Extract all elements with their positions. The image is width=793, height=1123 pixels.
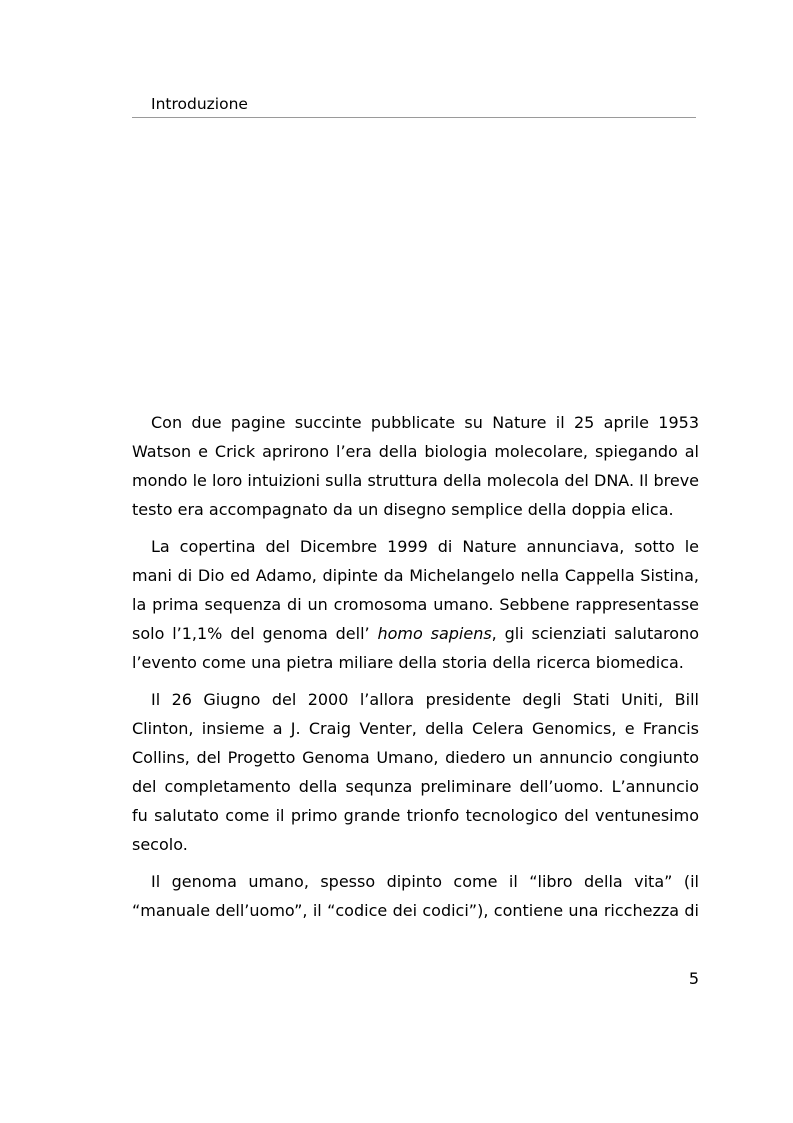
page-number: 5 (688, 969, 699, 988)
header-rule (132, 117, 696, 118)
paragraph-nature-cover (132, 532, 699, 677)
paragraph-watson-crick: Con due pagine succinte pubblicate su Nature il 25 aprile 1953 Watson e Crick aprirono l’era della biologia molecolare, spiegando al mondo le loro intuizioni sulla struttura della molecola del DNA. Il breve testo era accompagnato da un disegno semplice della doppia elica. (132, 413, 699, 519)
paragraph-book-of-life: Il genoma umano, spesso dipinto come il “libro della vita” (il “manuale dell’uomo”, il “codice dei codici”), contiene una ricchezza di (132, 872, 699, 920)
paragraph-genome-announcement: Il 26 Giugno del 2000 l’allora presidente degli Stati Uniti, Bill Clinton, insieme a J. Craig Venter, della Celera Genomics, e Francis Collins, del Progetto Genoma Umano, diedero un annuncio congiunto del completamento della sequnza preliminare dell’uomo. L’annuncio fu salutato come il primo grande trionfo tecnologico del ventunesimo secolo. (132, 690, 699, 854)
running-header (132, 94, 696, 114)
paragraph-text: , gli scienziati salutarono l’evento come una pietra miliare della storia della ricerca biomedica. (132, 624, 699, 672)
body-text (132, 408, 699, 933)
emphasis-species: homo sapiens (377, 624, 492, 643)
paragraph-text: La copertina del Dicembre 1999 di Nature annunciava, sotto le mani di Dio ed Adamo, dipinte da Michelangelo nella Cappella Sistina, la prima sequenza di un cromosoma umano. Sebbene rappresentasse solo l’1,1% del genoma dell’ (132, 537, 699, 643)
header-title: Introduzione (151, 95, 248, 113)
